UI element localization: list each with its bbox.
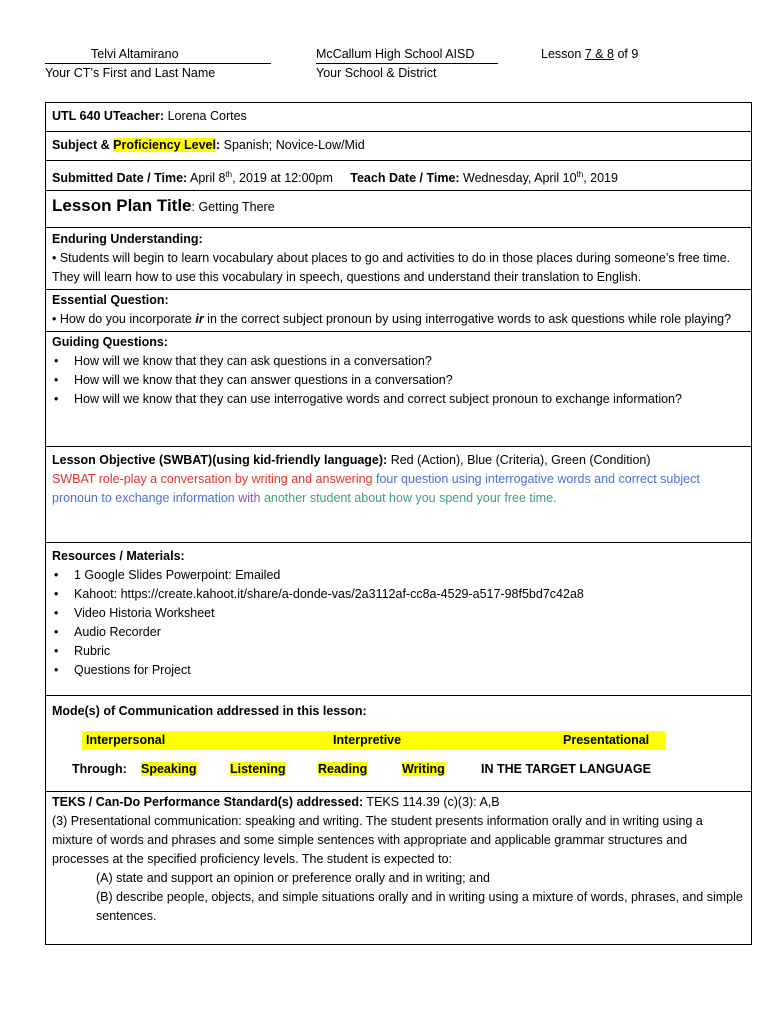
lesson-number: 7 & 8 [584, 47, 614, 61]
list-item: • Questions for Project [74, 661, 745, 680]
mode-presentational[interactable] [559, 731, 665, 750]
list-item: • How will we know that they can ask questions in a conversation? [74, 352, 745, 371]
school-caption: Your School & District [316, 66, 437, 80]
list-item: • Kahoot: https://create.kahoot.it/share/a-donde-vas/2a3112af-cc8a-4529-a517-98f5bd7c42a8 [74, 585, 745, 604]
mode-interpersonal-label: Interpersonal [86, 733, 166, 748]
teach-sup: th [576, 170, 584, 179]
objective-criteria: four question using interrogative words and correct subject pronoun to exchange information [52, 472, 700, 506]
lesson-prefix: Lesson [541, 47, 582, 61]
uteacher-row [46, 103, 752, 132]
skill-listening[interactable] [226, 760, 286, 779]
list-item: • How will we know that they can use interrogative words and correct subject pronoun to exchange information? [74, 390, 745, 409]
skill-speaking-label: Speaking [141, 762, 197, 777]
mode-interpersonal[interactable] [82, 731, 344, 750]
objective-with: with [238, 491, 264, 506]
enduring-understanding-label: Enduring Understanding: [52, 232, 203, 247]
subject-value: Spanish; Novice-Low/Mid [220, 138, 365, 152]
school-block [316, 45, 498, 82]
essential-question-verb: ir [195, 312, 204, 327]
skill-writing[interactable] [398, 760, 445, 779]
through-label: Through: [72, 762, 127, 777]
lesson-number-block [541, 45, 681, 64]
modes-label: Mode(s) of Communication addressed in this lesson: [52, 704, 367, 719]
lesson-plan-table [45, 102, 752, 945]
enduring-understanding-row [46, 228, 752, 290]
essential-question-part1: • How do you incorporate [52, 312, 196, 327]
essential-question-label: Essential Question: [52, 293, 169, 308]
ct-name: Telvi Altamirano [45, 45, 271, 64]
essential-question-row [46, 290, 752, 332]
mode-interpretive-label: Interpretive [333, 733, 402, 748]
guiding-questions-row [46, 332, 752, 447]
skill-reading-label: Reading [318, 762, 368, 777]
ct-name-caption: Your CT’s First and Last Name [45, 66, 216, 80]
modes-row [46, 696, 752, 792]
modes-options [52, 731, 745, 760]
skill-listening-label: Listening [230, 762, 286, 777]
list-item: • Video Historia Worksheet [74, 604, 745, 623]
target-language-label: IN THE TARGET LANGUAGE [481, 762, 651, 777]
list-item: • Audio Recorder [74, 623, 745, 642]
subject-label: Subject & [52, 138, 110, 152]
lesson-total: of 9 [617, 47, 639, 61]
enduring-understanding-text: • Students will begin to learn vocabulary about places to go and activities to do in those places during someone’s free time. They will learn how to use this vocabulary in speech, questions and understand their translation to English. [52, 251, 731, 285]
teks-value: TEKS 114.39 (c)(3): A,B [363, 795, 500, 810]
submitted-date: April 8 [187, 171, 226, 186]
resources-label: Resources / Materials: [52, 549, 185, 564]
uteacher-value: Lorena Cortes [164, 109, 247, 123]
ct-name-block [45, 45, 271, 82]
skills-options [52, 760, 745, 789]
resources-list [52, 566, 745, 680]
mode-presentational-label: Presentational [563, 733, 650, 748]
teks-label: TEKS / Can-Do Performance Standard(s) addressed: [52, 795, 364, 810]
teach-label: Teach Date / Time: [350, 171, 460, 186]
color-key: Red (Action), Blue (Criteria), Green (Condition) [387, 453, 651, 468]
teach-year: , 2019 [583, 171, 618, 186]
guiding-questions-label: Guiding Questions: [52, 335, 168, 350]
subject-row [46, 132, 752, 161]
teks-item-b: (B) describe people, objects, and simple situations orally and in writing using a mixture of words, phrases, and simple sentences. [96, 890, 743, 924]
resources-row [46, 543, 752, 696]
lesson-plan-title-label: Lesson Plan Title [52, 196, 192, 216]
objective-action: SWBAT role-play a conversation by writing and answering [52, 472, 376, 487]
teks-item-a: (A) state and support an opinion or preference orally and in writing; and [96, 871, 490, 886]
skill-speaking[interactable] [137, 760, 197, 779]
school-name: McCallum High School AISD [316, 45, 498, 64]
lesson-objective-text [52, 470, 745, 508]
submitted-time: , 2019 at 12:00pm [232, 171, 333, 186]
dates-row [46, 161, 752, 191]
guiding-questions-list [52, 352, 745, 409]
teach-date: Wednesday, April 10 [459, 171, 577, 186]
lesson-objective-row [46, 447, 752, 543]
submitted-sup: th [225, 170, 233, 179]
title-row [46, 191, 752, 228]
subject-colon: : [215, 138, 221, 152]
list-item: • Rubric [74, 642, 745, 661]
uteacher-label: UTL 640 UTeacher: [52, 109, 165, 123]
document-header [45, 45, 735, 85]
skill-reading[interactable] [314, 760, 367, 779]
submitted-label: Submitted Date / Time: [52, 171, 188, 186]
mode-interpretive[interactable] [329, 731, 559, 750]
teks-paragraph: (3) Presentational communication: speaking and writing. The student presents information orally and in writing using a mixture of words and phrases and some simple sentences with appropriate and applicable grammar structures and processes at the specified proficiency levels. The student is expected to: [52, 814, 703, 867]
essential-question-part2: in the correct subject pronoun by using interrogative words to ask questions while role playing? [203, 312, 732, 327]
teks-row [46, 792, 752, 945]
lesson-plan-title: : Getting There [191, 200, 275, 215]
skill-writing-label: Writing [402, 762, 445, 777]
essential-question-text [52, 310, 745, 329]
objective-condition: another student about how you spend your free time. [263, 491, 557, 506]
list-item: • 1 Google Slides Powerpoint: Emailed [74, 566, 745, 585]
lesson-objective-label: Lesson Objective (SWBAT)(using kid-friendly language): [52, 453, 388, 468]
proficiency-level-label: Proficiency Level [113, 138, 216, 152]
list-item: • How will we know that they can answer questions in a conversation? [74, 371, 745, 390]
